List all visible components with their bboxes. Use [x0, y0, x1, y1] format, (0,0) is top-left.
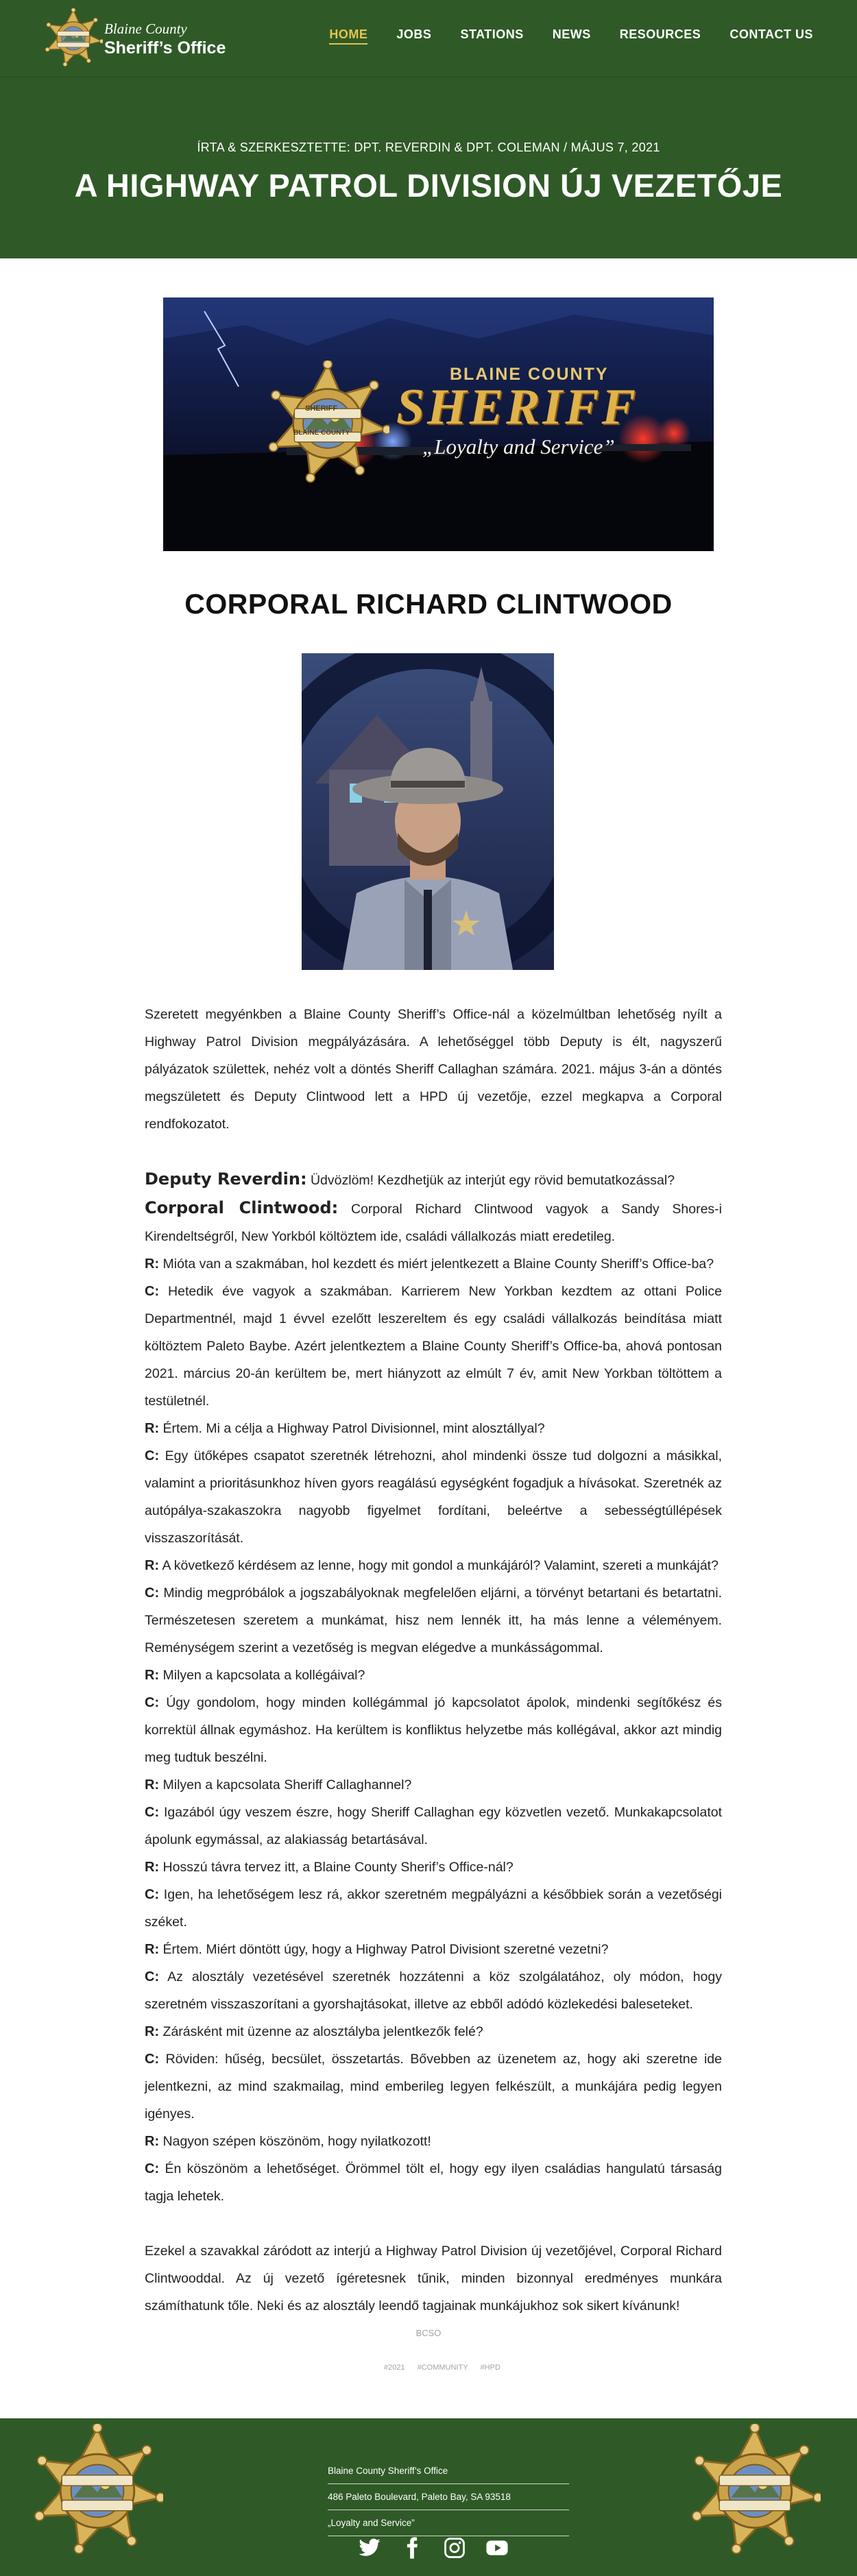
tag-list: [384, 2364, 500, 2372]
section-title: CORPORAL RICHARD CLINTWOOD: [184, 588, 673, 620]
banner-tagline: „Loyalty and Service”: [422, 435, 615, 459]
tag-link[interactable]: #2021: [384, 2364, 405, 2372]
sheriff-badge-icon: [689, 2424, 821, 2555]
article-outro: Ezekel a szavakkal záródott az interjú a Highway Patrol Division új vezetőjével, Corporal Richard Clintwooddal. Az új vezető ígéretesnek tűnik, minden bizonnyal eredményes munkára számíthatunk tőle. Neki és az alosztály leendő tagjainak munkájukhoz sok sikert kívánunk!: [145, 2244, 722, 2313]
qa-line: R: Milyen a kapcsolata Sheriff Callaghannel?: [145, 1777, 412, 1793]
qa-line: R: Zárásként mit üzenne az alosztályba jelentkezők felé?: [145, 2024, 483, 2039]
qa-line: C: Úgy gondolom, hogy minden kollégámmal jó kapcsolatot ápolok, mindenki segítőkész és korrektül állnak egymáshoz. Ha kerültem is konfliktus helyzetbe más kollégával, akkor azt mindig meg tudtuk beszélni.: [145, 1695, 722, 1765]
qa-line: R: Értem. Mi a célja a Highway Patrol Divisionnel, mint alosztállyal?: [145, 1421, 545, 1436]
qa-line: Deputy Reverdin: Üdvözlöm! Kezdhetjük az interjút egy rövid bemutatkozással?: [145, 1169, 675, 1189]
banner-badge-top: SHERIFF: [305, 404, 338, 413]
qa-line: C: Én köszönöm a lehetőséget. Örömmel tölt el, hogy egy ilyen családias hangulatú társaság tagja lehetek.: [145, 2161, 722, 2204]
qa-line: R: Értem. Miért döntött úgy, hogy a Highway Patrol Divisiont szeretné vezetni?: [145, 1942, 609, 1957]
nav-item-home[interactable]: HOME: [329, 27, 367, 45]
facebook-icon[interactable]: [400, 2536, 424, 2560]
qa-line: C: Az alosztály vezetésével szeretnék hozzátenni a köz szolgálatához, oly módon, hogy szeretném visszaszorítani a gyorshajtásokat, illetve az ebből adódó közlekedési baleseteket.: [145, 1969, 722, 2012]
main-nav: [329, 27, 813, 45]
article-hero: [0, 77, 857, 258]
nav-item-news[interactable]: NEWS: [552, 27, 591, 41]
instagram-icon[interactable]: [443, 2536, 466, 2560]
article-byline: ÍRTA & SZERKESZTETTE: DPT. REVERDIN & DPT. COLEMAN / MÁJUS 7, 2021: [197, 141, 660, 154]
qa-line: C: Mindig megpróbálok a jogszabályoknak megfelelően eljárni, a törvényt betartani és betartatni. Természetesen szeretem a munkámat, hisz nem lennék itt, ha más lenne a véleményem. Reménységem szerint a vezetőség is megvan elégedve a munkásságommal.: [145, 1585, 722, 1655]
banner-badge-bottom: BLAINE COUNTY: [293, 429, 350, 437]
interview-qa: [145, 1165, 722, 2210]
qa-line: Corporal Clintwood: Corporal Richard Clintwood vagyok a Sandy Shores-i Kirendeltségről, New Yorkból költöztem ide, családi vállalkozás miatt eredetileg.: [145, 1198, 722, 1244]
qa-line: C: Igen, ha lehetőségem lesz rá, akkor szeretném megpályázni a későbbiek során a vezetőségi széket.: [145, 1887, 722, 1930]
youtube-icon[interactable]: [485, 2536, 509, 2560]
qa-line: R: Nagyon szépen köszönöm, hogy nyilatkozott!: [145, 2134, 431, 2149]
page-title: A HIGHWAY PATROL DIVISION ÚJ VEZETŐJE: [74, 167, 783, 204]
tag-link[interactable]: #HPD: [480, 2364, 500, 2372]
sheriff-banner-image: [163, 297, 714, 551]
nav-item-jobs[interactable]: JOBS: [396, 27, 432, 41]
banner-sheriff: SHERIFF: [396, 379, 638, 435]
corporal-portrait-image: [302, 653, 554, 970]
sheriff-badge-icon: [32, 2424, 163, 2555]
twitter-icon[interactable]: [358, 2536, 381, 2560]
nav-item-contact-us[interactable]: CONTACT US: [729, 27, 813, 41]
article-body: [145, 1001, 722, 2320]
nav-item-stations[interactable]: STATIONS: [460, 27, 524, 41]
qa-line: R: Hosszú távra tervez itt, a Blaine County Sherif’s Office-nál?: [145, 1860, 514, 1875]
site-logo[interactable]: [44, 8, 250, 70]
social-links: [358, 2536, 509, 2560]
qa-line: R: Mióta van a szakmában, hol kezdett és miért jelentkezett a Blaine County Sheriff’s Office-ba?: [145, 1256, 714, 1272]
qa-line: C: Igazából úgy veszem észre, hogy Sheriff Callaghan egy közvetlen vezető. Munkakapcsolatot ápolunk egymással, az alakiasság betartásával.: [145, 1805, 722, 1847]
sheriff-badge-icon: [44, 8, 103, 67]
qa-line: R: A következő kérdésem az lenne, hogy mit gondol a munkájáról? Valamint, szereti a munkáját?: [145, 1558, 719, 1573]
logo-line-1: Blaine County: [104, 21, 187, 37]
brand-tag: BCSO: [415, 2328, 442, 2338]
logo-line-2: Sheriff’s Office: [104, 38, 226, 58]
nav-item-resources[interactable]: RESOURCES: [619, 27, 701, 41]
qa-line: R: Milyen a kapcsolata a kollégáival?: [145, 1668, 365, 1683]
portrait-illustration: [302, 653, 554, 970]
footer-address: 486 Paleto Boulevard, Paleto Bay, SA 93518: [328, 2484, 569, 2510]
sheriff-badge-icon: [266, 361, 389, 484]
footer-org-name: Blaine County Sheriff’s Office: [328, 2458, 569, 2484]
banner-county: BLAINE COUNTY: [450, 365, 609, 384]
footer-contact-info: [328, 2458, 569, 2536]
qa-line: C: Egy ütőképes csapatot szeretnék létrehozni, ahol mindenki össze tud dolgozni a másikkal, valamint a prioritásunkhoz híven gyors reagálású egységként fogadjuk a hívásokat. Szeretnék az autópálya-szakaszokra nagyobb figyelmet fordítani, beleértve a sebességtúllépések visszaszorítását.: [145, 1448, 722, 1546]
footer-motto: „Loyalty and Service”: [328, 2510, 569, 2536]
article-intro: Szeretett megyénkben a Blaine County Sheriff’s Office-nál a közelmúltban lehetőség nyílt a Highway Patrol Division megpályázására. A lehetőséggel több Deputy is élt, nagyszerű pályázatok születtek, nehéz volt a döntés Sheriff Callaghan számára. 2021. május 3-án a döntés megszületett és Deputy Clintwood lett a HPD új vezetője, ezzel megkapva a Corporal rendfokozatot.: [145, 1007, 722, 1132]
tag-link[interactable]: #COMMUNITY: [417, 2364, 468, 2372]
qa-line: C: Hetedik éve vagyok a szakmában. Karrierem New Yorkban kezdtem az ottani Police Departmentnél, majd 1 évvel ezelőtt leszereltem és egy családi vállalkozás beindítása miatt költöztem Paleto Baybe. Azért jelentkeztem a Blaine County Sheriff’s Office-ba, ahová pontosan 2021. március 20-án kerültem be, mert hiányzott az elmúlt 7 év, amit New Yorkban töltöttem a testületnél.: [145, 1284, 722, 1409]
qa-line: C: Röviden: hűség, becsület, összetartás. Bővebben az üzenetem az, hogy aki szeretne ide jelentkezni, az mind szakmailag, mind emberileg legyen felkészült, a munkájára pedig legyen igényes.: [145, 2052, 722, 2122]
site-header: [0, 0, 857, 77]
